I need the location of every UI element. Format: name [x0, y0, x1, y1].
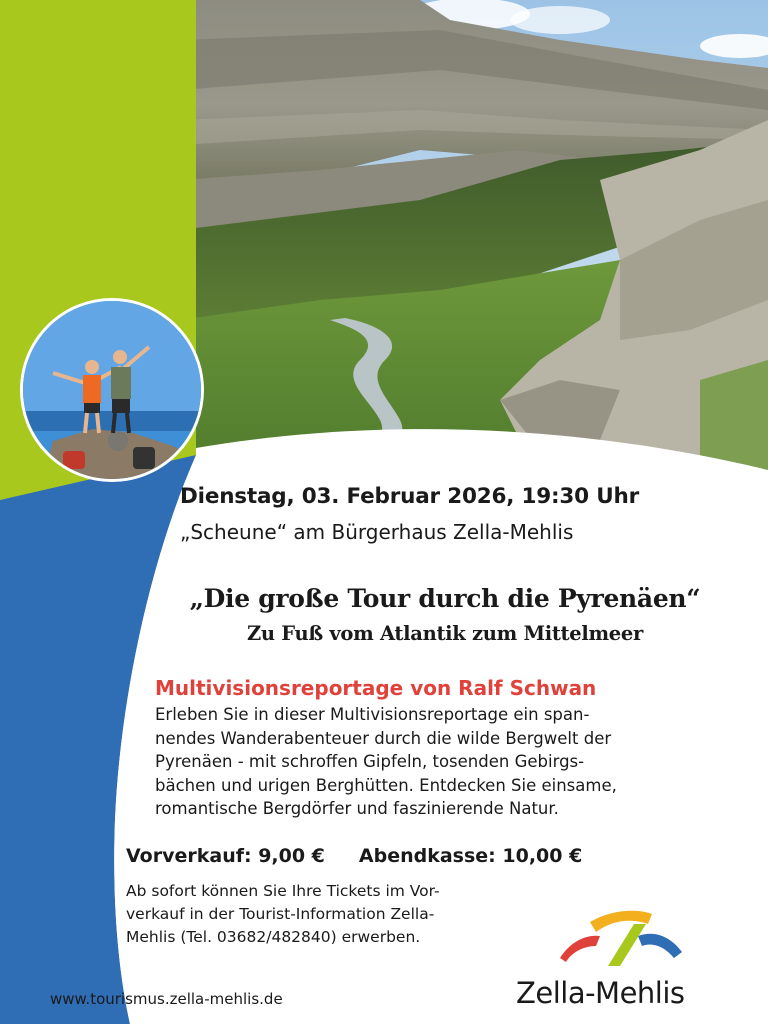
- description-line: Erleben Sie in dieser Multivisionsreportage ein span-: [155, 705, 590, 724]
- box-office-price: Abendkasse: 10,00 €: [358, 845, 583, 867]
- presale-price: Vorverkauf: 9,00 €: [126, 845, 325, 867]
- talk-subtitle: Zu Fuß vom Atlantik zum Mittelmeer: [247, 622, 643, 645]
- ticket-info: [126, 880, 526, 949]
- logo-wordmark: Zella-Mehlis: [516, 976, 685, 1010]
- hikers-on-summit-photo: [20, 298, 204, 482]
- event-venue: „Scheune“ am Bürgerhaus Zella-Mehlis: [180, 520, 574, 544]
- zella-mehlis-logo-icon: [556, 906, 688, 968]
- report-heading: Multivisionsreportage von Ralf Schwan: [155, 676, 597, 700]
- report-description: [155, 703, 715, 821]
- ticket-prices: [126, 845, 746, 867]
- ticket-info-line: verkauf in der Tourist-Information Zella-: [126, 905, 435, 923]
- ticket-info-line: Mehlis (Tel. 03682/482840) erwerben.: [126, 928, 421, 946]
- description-line: romantische Bergdörfer und faszinierende Natur.: [155, 799, 559, 818]
- talk-title: „Die große Tour durch die Pyrenäen“: [189, 584, 701, 613]
- website-link[interactable]: www.tourismus.zella-mehlis.de: [50, 990, 283, 1008]
- description-line: bächen und urigen Berghütten. Entdecken Sie einsame,: [155, 775, 617, 795]
- description-line: Pyrenäen - mit schroffen Gipfeln, tosenden Gebirgs-: [155, 752, 585, 771]
- event-date-time: Dienstag, 03. Februar 2026, 19:30 Uhr: [180, 484, 639, 509]
- ticket-info-line: Ab sofort können Sie Ihre Tickets im Vor-: [126, 882, 440, 900]
- description-line: nendes Wanderabenteuer durch die wilde Bergwelt der: [155, 728, 612, 748]
